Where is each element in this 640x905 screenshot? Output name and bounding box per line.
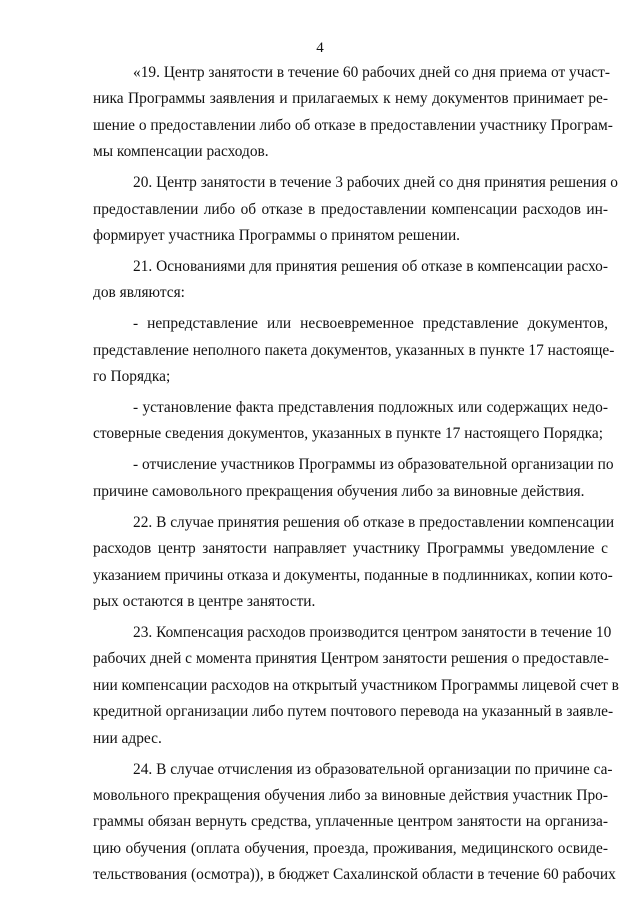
text-line: 22. В случае принятия решения об отказе в предоставлении компенсации	[133, 513, 615, 531]
paragraph-21-item-1	[93, 311, 615, 390]
text-line: рабочих дней с момента принятия Центром занятости решения о предоставле-	[93, 650, 609, 668]
text-line: 20. Центр занятости в течение 3 рабочих дней со дня принятия решения о	[133, 174, 618, 192]
paragraph-21-item-3	[93, 452, 614, 505]
paragraph-20	[93, 170, 618, 249]
text-line: предоставлении либо об отказе в предоставлении компенсации расходов ин-	[93, 200, 608, 218]
text-line: мы компенсации расходов.	[93, 143, 269, 161]
text-line: - отчисление участников Программы из образовательной организации по	[133, 456, 614, 474]
text-line: «19. Центр занятости в течение 60 рабочих дней со дня приема от участ-	[133, 64, 610, 81]
paragraph-23	[93, 620, 619, 752]
page-number: 4	[316, 40, 324, 56]
text-line: 24. В случае отчисления из образовательной организации по причине са-	[133, 760, 613, 778]
paragraph-22	[93, 510, 615, 616]
text-line: 21. Основаниями для принятия решения об отказе в компенсации расхо-	[133, 257, 608, 275]
paragraph-21-item-2	[93, 395, 608, 448]
text-line: шение о предоставлении либо об отказе в предоставлении участнику Програм-	[93, 116, 613, 134]
text-line: дов являются:	[93, 284, 185, 302]
paragraph-21	[93, 254, 608, 307]
text-line: нии адрес.	[93, 729, 162, 747]
text-line: указанием причины отказа и документы, поданные в подлинниках, копии кото-	[93, 566, 613, 584]
text-line: рых остаются в центре занятости.	[93, 592, 316, 610]
text-line: формирует участника Программы о принятом решении.	[93, 226, 461, 244]
paragraph-19	[93, 60, 613, 166]
text-line: ника Программы заявления и прилагаемых к нему документов принимает ре-	[93, 90, 608, 108]
text-line: мовольного прекращения обучения либо за виновные действия участник Про-	[93, 786, 608, 804]
text-line: граммы обязан вернуть средства, уплаченные центром занятости на организа-	[93, 813, 608, 831]
text-line: цию обучения (оплата обучения, проезда, проживания, медицинского освиде-	[93, 839, 608, 857]
text-line: нии компенсации расходов на открытый участником Программы лицевой счет в	[93, 676, 619, 694]
text-line: тельствования (осмотра)), в бюджет Сахалинской области в течение 60 рабочих	[93, 866, 616, 884]
text-line: стоверные сведения документов, указанных в пункте 17 настоящего Порядка;	[93, 425, 604, 443]
text-line: представление неполного пакета документов, указанных в пункте 17 настояще-	[93, 341, 615, 359]
text-line: го Порядка;	[93, 368, 171, 386]
paragraph-24	[93, 757, 616, 889]
text-line: 23. Компенсация расходов производится центром занятости в течение 10	[133, 623, 612, 641]
text-line: расходов центр занятости направляет участнику Программы уведомление с	[93, 540, 608, 558]
document-body	[93, 60, 619, 888]
text-line: кредитной организации либо путем почтового перевода на указанный в заявле-	[93, 703, 614, 721]
text-line: причине самовольного прекращения обучения либо за виновные действия.	[93, 482, 585, 500]
text-line: - непредставление или несвоевременное представление документов,	[133, 315, 608, 333]
text-line: - установление факта представления подложных или содержащих недо-	[133, 399, 608, 417]
